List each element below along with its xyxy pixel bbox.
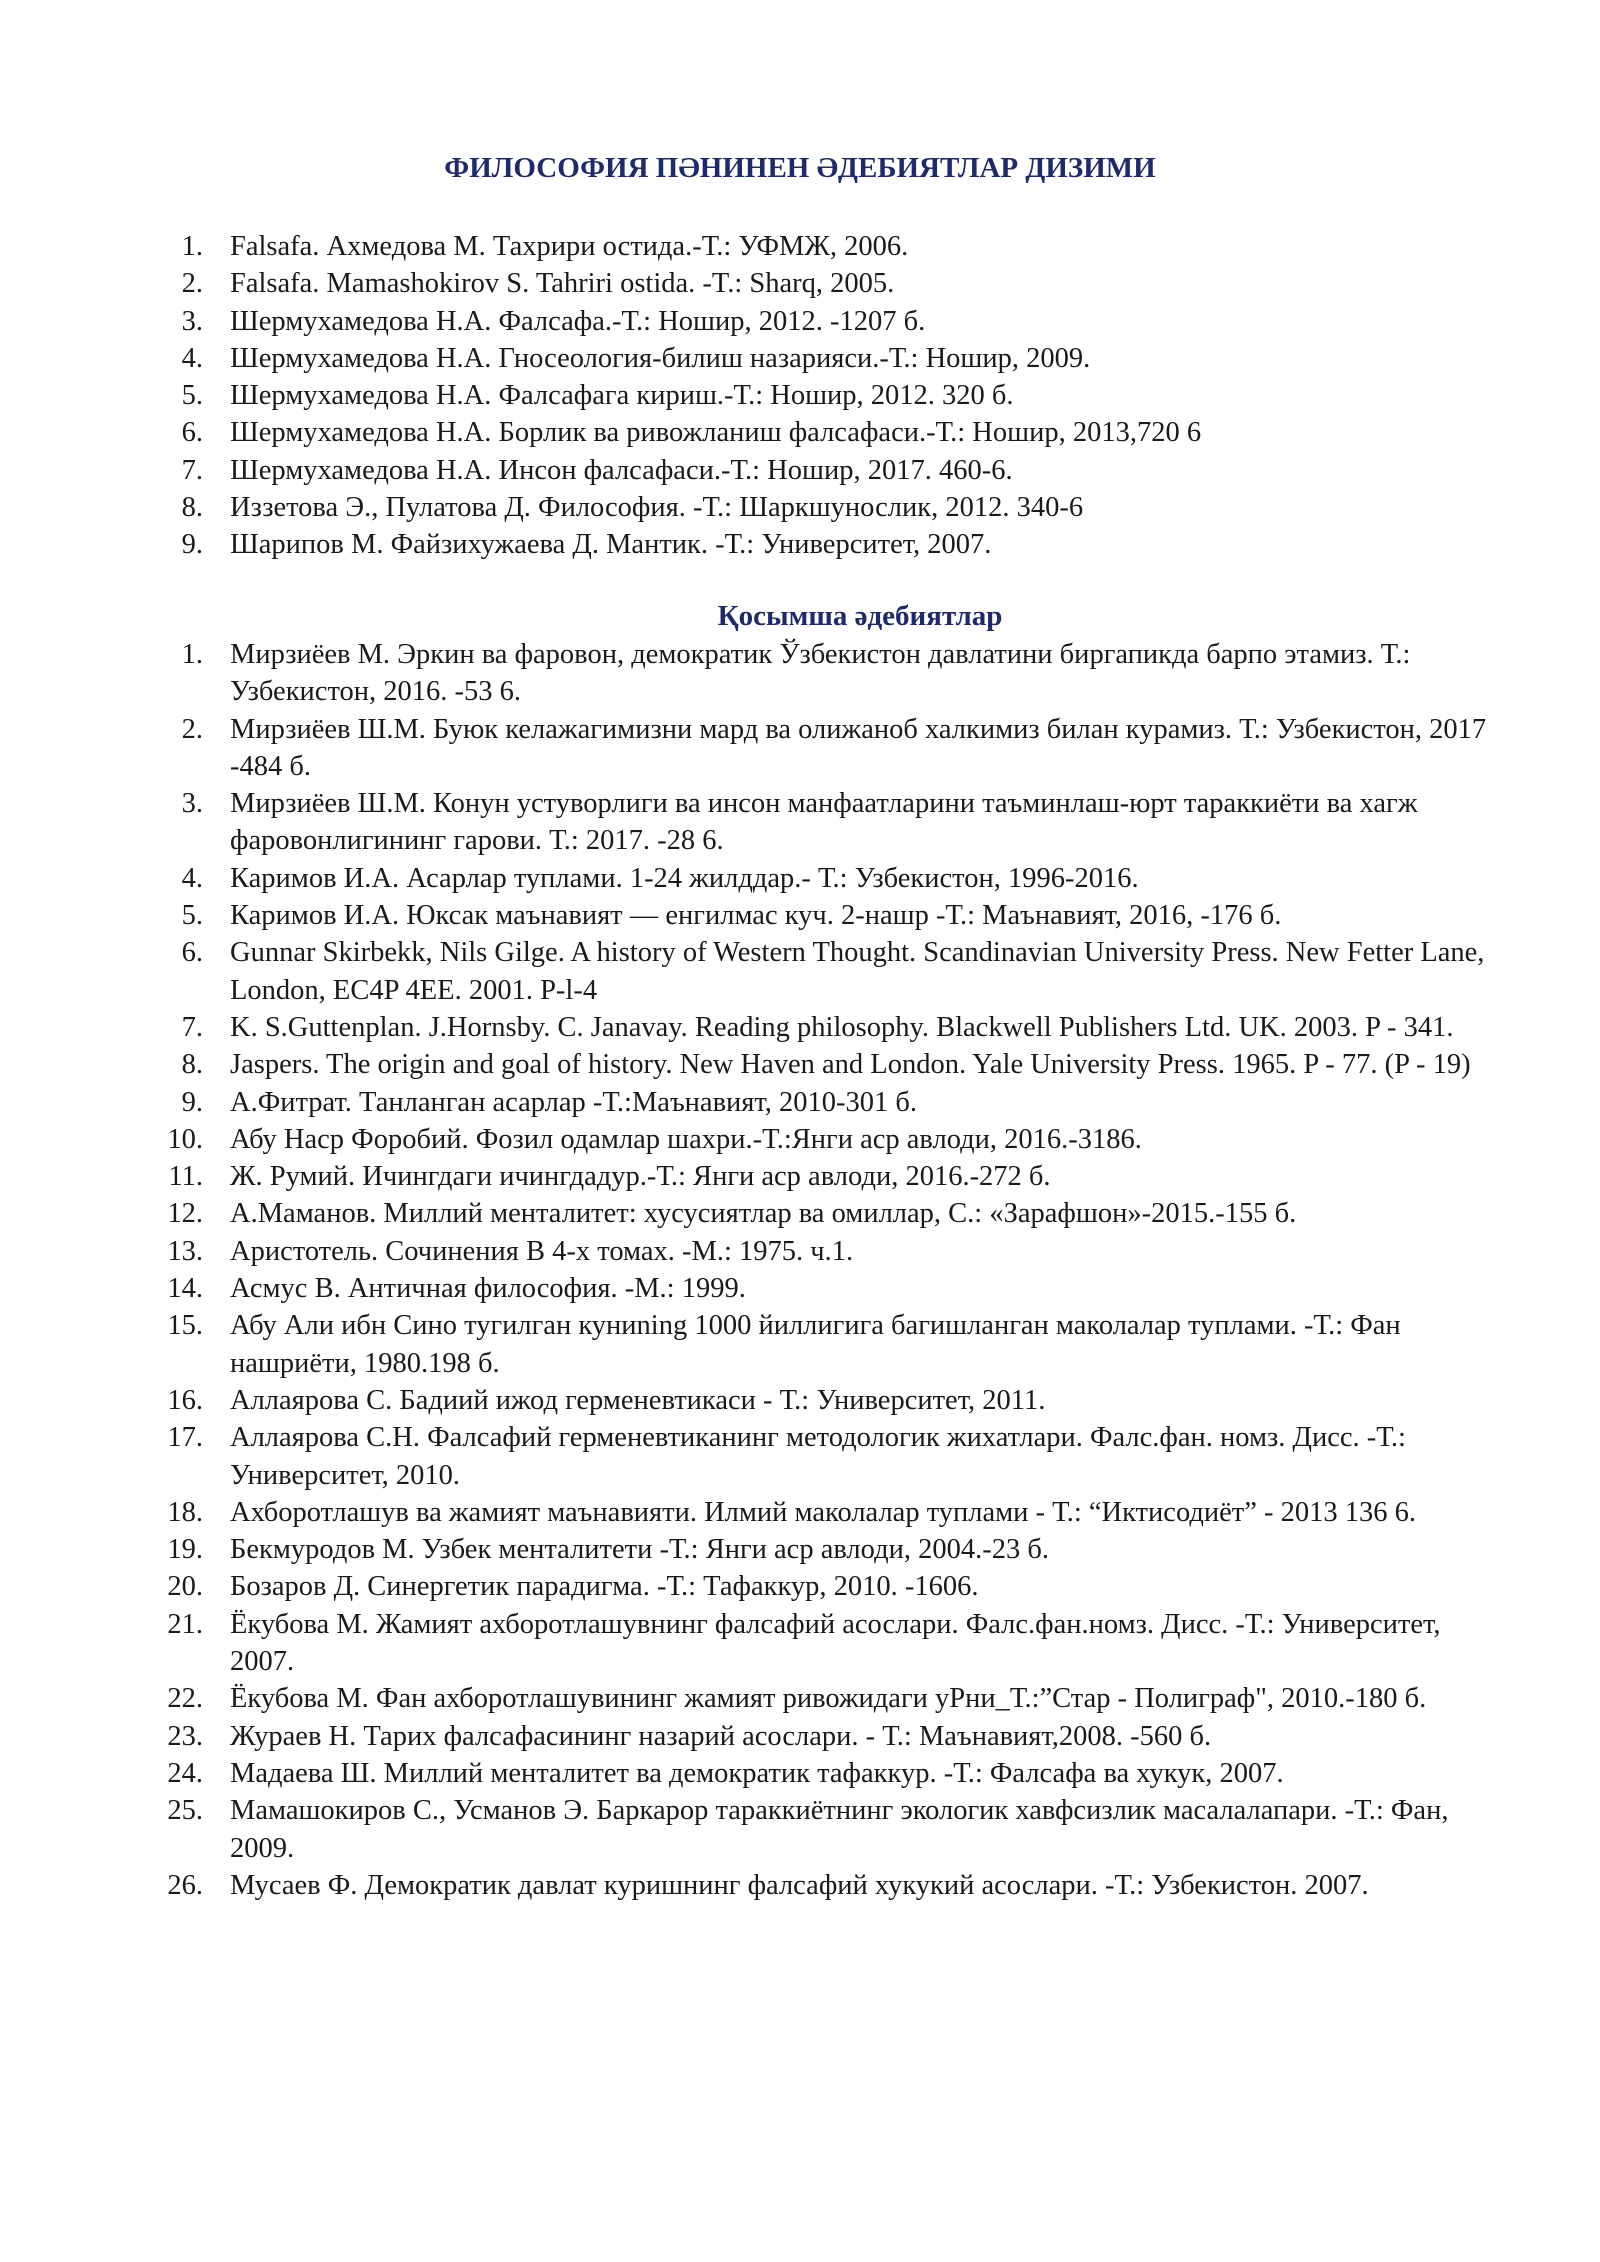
item-text: Ёкубова М. Жамият ахборотлашувнинг фалсафий асослари. Фалс.фан.номз. Дисс. -Т.: Университет, 2007.: [230, 1608, 1441, 1678]
item-number: 16.: [167, 1384, 203, 1416]
main-bibliography-item: [0, 489, 1600, 526]
main-bibliography-item: [0, 265, 1600, 302]
item-text: Шермухамедова Н.А. Фалсафа.-Т.: Ношир, 2012. -1207 б.: [230, 305, 926, 337]
additional-bibliography-item: [0, 1606, 1600, 1681]
item-number: 12.: [167, 1198, 203, 1230]
item-text: А.Фитрат. Танланган асарлар -Т.:Маънавият, 2010-301 б.: [230, 1086, 917, 1118]
additional-bibliography-item: [0, 1009, 1600, 1046]
item-number: 11.: [168, 1161, 203, 1193]
item-number: 21.: [167, 1608, 203, 1640]
item-number: 8.: [181, 492, 203, 524]
item-text: Мадаева Ш. Миллий менталитет ва демократик тафаккур. -Т.: Фалсафа ва хукук, 2007.: [230, 1757, 1284, 1789]
item-number: 1.: [181, 639, 203, 670]
item-number: 6.: [181, 937, 203, 969]
item-text: Иззетова Э., Пулатова Д. Философия. -Т.: Шаркшунослик, 2012. 340-6: [230, 492, 1084, 524]
item-number: 19.: [167, 1534, 203, 1566]
item-text: K. S.Guttenplan. J.Hornsby. C. Janavay. Reading philosophy. Blackwell Publishers Ltd. UK. 2003. P - 341.: [230, 1011, 1454, 1043]
item-text: Аристотель. Сочинения В 4-х томах. -М.: 1975. ч.1.: [230, 1235, 854, 1267]
item-number: 14.: [167, 1273, 203, 1305]
additional-bibliography-item: [0, 1382, 1600, 1419]
item-text: Бекмуродов М. Узбек менталитети -Т.: Янги аср авлоди, 2004.-23 б.: [230, 1534, 1049, 1566]
item-number: 9.: [181, 529, 203, 561]
item-text: Аллаярова С. Бадиий ижод герменевтикаси - Т.: Университет, 2011.: [230, 1384, 1046, 1416]
item-number: 23.: [167, 1720, 203, 1752]
additional-bibliography-item: [0, 1568, 1600, 1605]
additional-literature-heading: Қосымша әдебиятлар: [717, 600, 1003, 632]
item-text: Аллаярова С.Н. Фалсафий герменевтиканинг методологик жихатлари. Фалс.фан. номз. Дисс. -Т.: Университет, 2010.: [230, 1422, 1406, 1491]
item-text: Жураев Н. Тарих фалсафасининг назарий асослари. - Т.: Маънавият,2008. -560 б.: [230, 1720, 1212, 1752]
additional-bibliography-item: [0, 1680, 1600, 1717]
item-number: 6.: [181, 417, 203, 449]
item-number: 18.: [167, 1496, 203, 1528]
additional-bibliography-item: [0, 1792, 1600, 1867]
additional-bibliography-item: [0, 1195, 1600, 1232]
item-number: 22.: [167, 1683, 203, 1715]
item-number: 3.: [181, 305, 203, 337]
item-number: 15.: [167, 1310, 203, 1342]
item-text: Ж. Румий. Ичингдаги ичингдадур.-Т.: Янги аср авлоди, 2016.-272 б.: [230, 1161, 1051, 1193]
additional-bibliography-item: [0, 1531, 1600, 1568]
item-number: 25.: [167, 1795, 203, 1827]
item-number: 2.: [181, 268, 203, 300]
additional-bibliography-item: [0, 1046, 1600, 1083]
additional-bibliography-item: [0, 1233, 1600, 1270]
additional-bibliography-item: [0, 711, 1600, 786]
item-text: Бозаров Д. Синергетик парадигма. -Т.: Тафаккур, 2010. -1606.: [230, 1571, 979, 1603]
item-number: 4.: [181, 862, 203, 894]
item-text: Gunnar Skirbekk, Nils Gilge. A history of Western Thought. Scandinavian University Press. New Fetter Lane, London, EC4P 4EE. 2001. P-l-4: [230, 937, 1485, 1006]
item-number: 24.: [167, 1757, 203, 1789]
additional-bibliography-item: [0, 1084, 1600, 1121]
item-number: 2.: [181, 713, 203, 745]
item-number: 3.: [181, 788, 203, 820]
item-number: 1.: [181, 231, 203, 262]
item-number: 13.: [167, 1235, 203, 1267]
item-text: Ёкубова М. Фан ахборотлашувининг жамият ривожидаги уРни_Т.:”Стар - Полиграф", 2010.-180 б.: [230, 1683, 1427, 1715]
additional-bibliography-item: [0, 934, 1600, 1009]
item-text: Абу Али ибн Сино тугилган куниning 1000 йиллигига багишланган маколалар туплами. -Т.: Фан нашриёти, 1980.198 б.: [230, 1310, 1401, 1379]
item-text: Шермухамедова Н.А. Фалсафага кириш.-Т.: Ношир, 2012. 320 б.: [230, 380, 1014, 412]
item-text: Ахборотлашув ва жамият маънавияти. Илмий маколалар туплами - Т.: “Иктисодиёт” - 2013 136 6.: [230, 1496, 1417, 1528]
item-number: 10.: [167, 1123, 203, 1155]
item-number: 7.: [181, 454, 203, 486]
main-bibliography-item: [0, 377, 1600, 414]
main-bibliography-item: [0, 452, 1600, 489]
item-text: Falsafa. Mamashokirov S. Tahriri ostida. -T.: Sharq, 2005.: [230, 268, 895, 300]
item-text: Jaspers. The origin and goal of history. New Haven and London. Yale University Press. 1965. P - 77. (P - 19): [230, 1049, 1471, 1081]
additional-bibliography-item: [0, 860, 1600, 897]
item-text: Мамашокиров С., Усманов Э. Баркарор тараккиётнинг экологик хавфсизлик масалалапари. -Т.: Фан, 2009.: [230, 1795, 1449, 1864]
additional-bibliography-item: [0, 897, 1600, 934]
additional-bibliography-item: [0, 636, 1600, 711]
main-bibliography-item: [0, 526, 1600, 563]
additional-bibliography-item: [0, 1718, 1600, 1755]
additional-bibliography-item: [0, 785, 1600, 860]
main-bibliography-item: [0, 303, 1600, 340]
main-bibliography-item: [0, 340, 1600, 377]
item-text: Мирзиёев М. Эркин ва фаровон, демократик Ўзбекистон давлатини биргапикда барпо этамиз. Т.: Узбекистон, 2016. -53 6.: [230, 639, 1411, 708]
main-bibliography-item: [0, 414, 1600, 451]
item-number: 7.: [181, 1011, 203, 1043]
additional-bibliography-list: [0, 636, 1600, 1904]
item-number: 5.: [181, 900, 203, 932]
item-number: 8.: [181, 1049, 203, 1081]
main-bibliography-item: [0, 228, 1600, 265]
item-text: Асмус В. Античная философия. -М.: 1999.: [230, 1273, 746, 1305]
item-number: 26.: [167, 1869, 203, 1901]
item-text: Шермухамедова Н.А. Инсон фалсафаси.-Т.: Ношир, 2017. 460-6.: [230, 454, 1013, 486]
item-number: 4.: [181, 342, 203, 374]
item-number: 20.: [167, 1571, 203, 1603]
additional-bibliography-item: [0, 1307, 1600, 1382]
item-text: А.Маманов. Миллий менталитет: хусусиятлар ва омиллар, С.: «Зарафшон»-2015.-155 б.: [230, 1198, 1297, 1230]
item-text: Каримов И.А. Юксак маънавият — енгилмас куч. 2-нашр -Т.: Маънавият, 2016, -176 б.: [230, 900, 1282, 932]
additional-bibliography-item: [0, 1494, 1600, 1531]
item-text: Шермухамедова Н.А. Борлик ва ривожланиш фалсафаси.-Т.: Ношир, 2013,720 6: [230, 417, 1202, 449]
item-number: 5.: [181, 380, 203, 412]
main-bibliography-list: [0, 228, 1600, 564]
document-title: ФИЛОСОФИЯ ПӘНИНЕН ӘДЕБИЯТЛАР ДИЗИМИ: [444, 152, 1156, 184]
item-text: Мирзиёев Ш.М. Конун устуворлиги ва инсон манфаатларини таъминлаш-юрт тараккиёти ва хагж фаровонлигининг гарови. Т.: 2017. -28 6.: [230, 788, 1418, 857]
item-text: Мусаев Ф. Демократик давлат куришнинг фалсафий хукукий асослари. -Т.: Узбекистон. 2007.: [230, 1869, 1369, 1901]
additional-bibliography-item: [0, 1419, 1600, 1494]
additional-bibliography-item: [0, 1270, 1600, 1307]
item-text: Абу Наср Форобий. Фозил одамлар шахри.-Т.:Янги аср авлоди, 2016.-3186.: [230, 1123, 1142, 1155]
item-text: Шарипов М. Файзихужаева Д. Мантик. -Т.: Университет, 2007.: [230, 529, 992, 561]
additional-bibliography-item: [0, 1867, 1600, 1904]
additional-bibliography-item: [0, 1121, 1600, 1158]
additional-bibliography-item: [0, 1755, 1600, 1792]
item-text: Шермухамедова Н.А. Гносеология-билиш назарияси.-Т.: Ношир, 2009.: [230, 342, 1091, 374]
item-text: Каримов И.А. Асарлар туплами. 1-24 жилддар.- Т.: Узбекистон, 1996-2016.: [230, 862, 1139, 894]
item-text: Falsafa. Ахмедова М. Тахрири остида.-Т.: УФМЖ, 2006.: [230, 231, 909, 262]
item-number: 9.: [181, 1086, 203, 1118]
additional-bibliography-item: [0, 1158, 1600, 1195]
item-text: Мирзиёев Ш.М. Буюк келажагимизни мард ва олижаноб халкимиз билан курамиз. Т.: Узбекистон, 2017 -484 б.: [230, 713, 1487, 782]
item-number: 17.: [167, 1422, 203, 1454]
